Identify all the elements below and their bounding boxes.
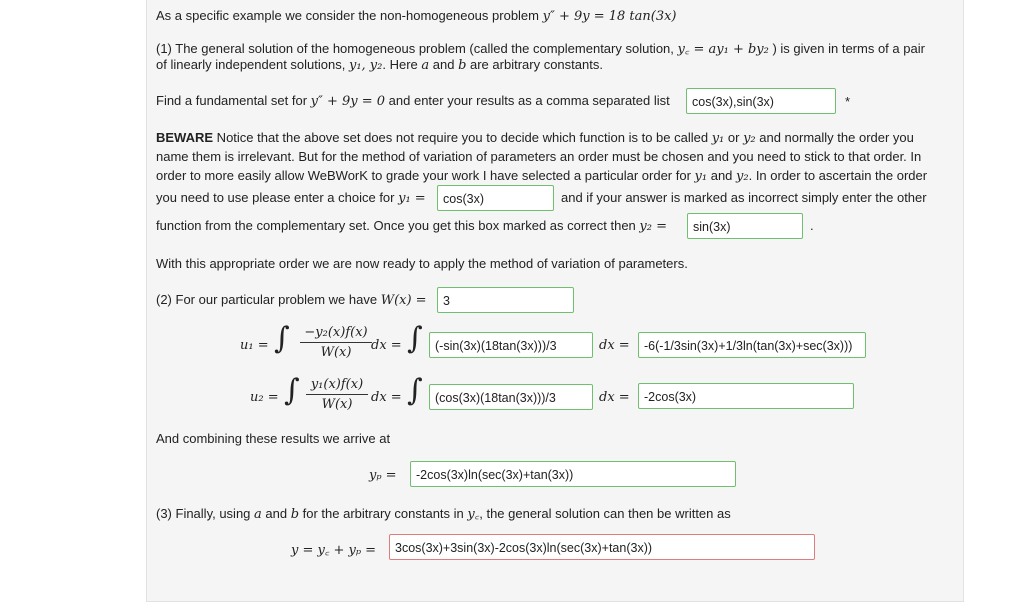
beware-line3: order to more easily allow WeBWorK to grade your work I have selected a particular order for y₁ and y₂. In order to ascertain the order — [156, 168, 928, 184]
beware-line4-end: and if your answer is marked as incorrect simply enter the other — [561, 190, 927, 205]
beware-line5: function from the complementary set. Once you get this box marked as correct then y₂ = — [156, 218, 667, 234]
beware-line2: name them is irrelevant. But for the method of variation of parameters an order must be chosen and you need to stick to that order. In — [156, 149, 922, 164]
required-star: * — [845, 94, 851, 109]
part3-line: (3) Finally, using a and b for the arbitrary constants in y꜀, the general solution can then be written as — [156, 506, 731, 522]
u2-dx-eq: dx = — [371, 390, 402, 405]
u1-dx-eq2: dx = — [599, 338, 630, 353]
part1-line1: (1) The general solution of the homogeneous problem (called the complementary solution, y꜀ = ay₁ + by₂ ) is given in terms of a pair — [156, 41, 925, 57]
u1-integral-sign-2: ∫ — [407, 321, 423, 356]
u1-dx-eq: dx = — [371, 338, 402, 353]
u2-integral-sign-2: ∫ — [407, 373, 423, 408]
wronskian-input[interactable]: 3 — [437, 287, 574, 313]
u2-result-input[interactable]: -2cos(3x) — [638, 383, 854, 409]
beware-line5-end: . — [810, 218, 814, 233]
y1-input[interactable]: cos(3x) — [437, 185, 554, 211]
general-solution-input[interactable]: 3cos(3x)+3sin(3x)-2cos(3x)ln(sec(3x)+tan(3x)) — [389, 534, 815, 560]
u2-dx-eq2: dx = — [599, 390, 630, 405]
general-solution-label: y = y꜀ + yₚ = — [291, 543, 377, 558]
fundamental-line: Find a fundamental set for y″ + 9y = 0 and enter your results as a comma separated list — [156, 93, 670, 109]
part2-line: (2) For our particular problem we have W(x) = — [156, 292, 427, 308]
u1-integral-sign-1: ∫ — [274, 321, 290, 356]
u1-numerator: −y₂(x)f(x) — [300, 325, 372, 343]
u2-integral-sign-1: ∫ — [284, 373, 300, 408]
part1-line2: of linearly independent solutions, y₁, y₂. Here a and b are arbitrary constants. — [156, 57, 603, 73]
u2-fraction — [306, 377, 368, 412]
yp-label: yₚ = — [369, 468, 397, 483]
order-text: With this appropriate order we are now ready to apply the method of variation of parameters. — [156, 256, 688, 271]
intro-line: As a specific example we consider the non-homogeneous problem y″ + 9y = 18 tan(3x) — [156, 8, 677, 24]
beware-line4: you need to use please enter a choice for y₁ = — [156, 190, 426, 206]
y2-input[interactable]: sin(3x) — [687, 213, 803, 239]
intro-equation: y″ + 9y = 18 tan(3x) — [542, 9, 677, 24]
yp-input[interactable]: -2cos(3x)ln(sec(3x)+tan(3x)) — [410, 461, 736, 487]
u1-integrand-input[interactable]: (-sin(3x)(18tan(3x)))/3 — [429, 332, 593, 358]
u2-integrand-input[interactable]: (cos(3x)(18tan(3x)))/3 — [429, 384, 593, 410]
u2-label: u₂ = — [250, 390, 279, 405]
u1-fraction — [300, 325, 372, 360]
yc-formula: y꜀ = ay₁ + by₂ — [677, 42, 769, 57]
combine-text: And combining these results we arrive at — [156, 431, 391, 446]
beware-title: BEWARE — [156, 130, 214, 145]
u2-denominator: W(x) — [321, 397, 353, 412]
u1-denominator: W(x) — [320, 345, 352, 360]
fundamental-set-input[interactable]: cos(3x),sin(3x) — [686, 88, 836, 114]
u2-numerator: y₁(x)f(x) — [306, 377, 368, 395]
u1-result-input[interactable]: -6(-1/3sin(3x)+1/3ln(tan(3x)+sec(3x))) — [638, 332, 866, 358]
beware-line1: BEWARE Notice that the above set does not require you to decide which function is to be called y₁ or y₂ and normally the order you — [156, 130, 914, 146]
u1-label: u₁ = — [240, 338, 269, 353]
homogeneous-equation: y″ + 9y = 0 — [310, 94, 386, 109]
